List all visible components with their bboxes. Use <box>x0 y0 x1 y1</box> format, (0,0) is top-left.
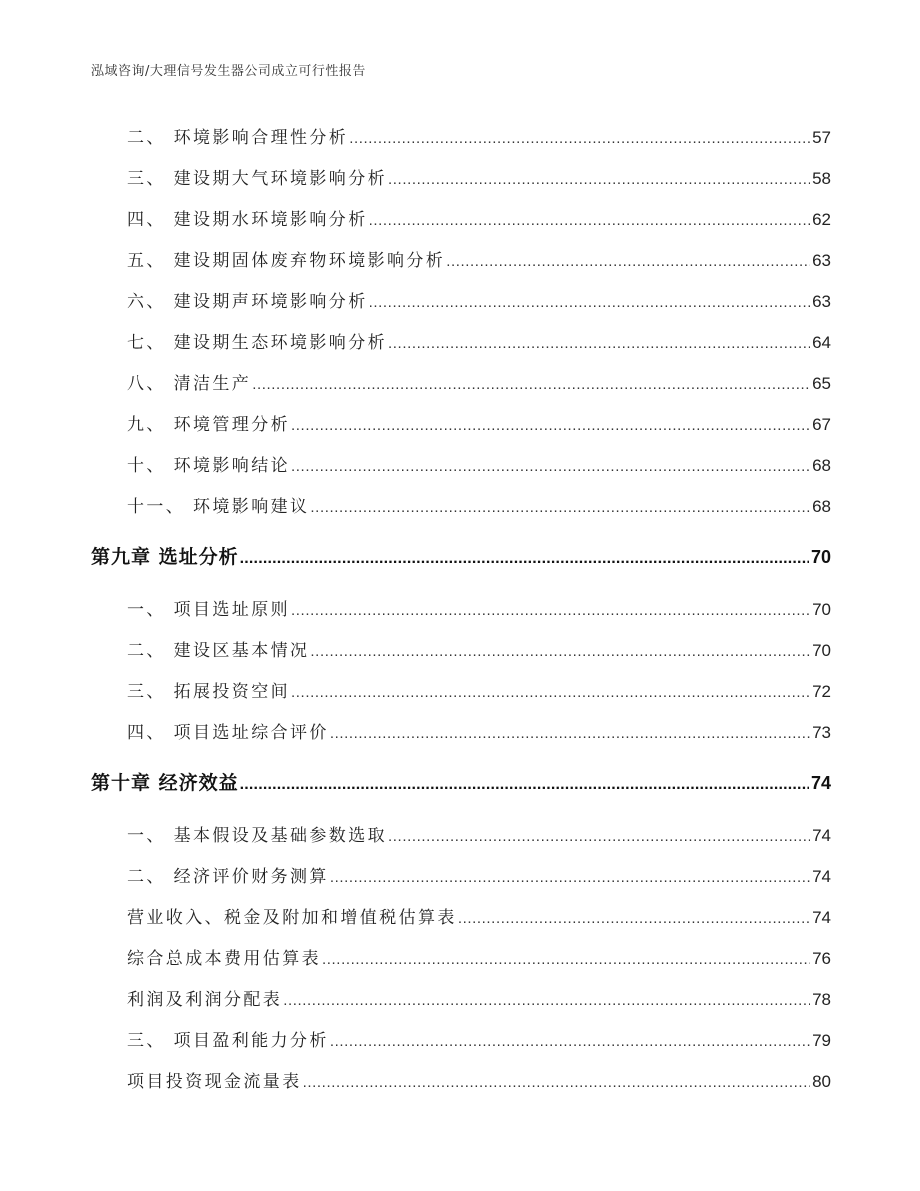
toc-entry-label: 利润及利润分配表 <box>127 990 283 1010</box>
toc-leader-dots <box>291 602 810 619</box>
toc-entry-page: 74 <box>812 867 831 886</box>
toc-chapter-entry[interactable] <box>91 542 831 568</box>
toc-entry-label: 六、 建设期声环境影响分析 <box>127 292 368 312</box>
toc-leader-dots <box>310 643 810 660</box>
toc-chapter-label: 第十章 经济效益 <box>91 772 239 794</box>
toc-entry-label: 项目投资现金流量表 <box>127 1072 302 1092</box>
toc-entry-page: 73 <box>812 723 831 742</box>
toc-entry-label: 四、 建设期水环境影响分析 <box>127 210 368 230</box>
toc-leader-dots <box>369 212 810 229</box>
toc-entry[interactable] <box>127 164 831 190</box>
toc-entry[interactable] <box>127 492 831 518</box>
toc-leader-dots <box>240 776 809 794</box>
toc-entry-page: 65 <box>812 374 831 393</box>
toc-leader-dots <box>291 417 810 434</box>
toc-entry[interactable] <box>127 1067 831 1093</box>
toc-entry-label: 七、 建设期生态环境影响分析 <box>127 333 388 353</box>
toc-entry[interactable] <box>127 123 831 149</box>
toc-entry[interactable] <box>127 595 831 621</box>
toc-leader-dots <box>291 458 810 475</box>
toc-entry-page: 80 <box>812 1072 831 1091</box>
toc-entry-label: 营业收入、税金及附加和增值税估算表 <box>127 908 457 928</box>
toc-entry-label: 三、 项目盈利能力分析 <box>127 1031 329 1051</box>
toc-entry[interactable] <box>127 718 831 744</box>
toc-leader-dots <box>252 376 810 393</box>
toc-chapter-page: 70 <box>810 547 831 567</box>
toc-leader-dots <box>330 869 810 886</box>
toc-entry[interactable] <box>127 246 831 272</box>
toc-entry-label: 综合总成本费用估算表 <box>127 949 321 969</box>
toc-entry[interactable] <box>127 636 831 662</box>
toc-chapter-label: 第九章 选址分析 <box>91 546 239 568</box>
toc-entry-page: 64 <box>812 333 831 352</box>
toc-entry-page: 57 <box>812 128 831 147</box>
toc-entry-label: 三、 拓展投资空间 <box>127 682 291 702</box>
toc-entry[interactable] <box>127 985 831 1011</box>
toc-leader-dots <box>349 130 810 147</box>
toc-entry[interactable] <box>127 821 831 847</box>
toc-entry[interactable] <box>127 328 831 354</box>
toc-leader-dots <box>283 992 810 1009</box>
toc-entry[interactable] <box>127 410 831 436</box>
toc-leader-dots <box>291 684 810 701</box>
toc-entry-label: 八、 清洁生产 <box>127 374 252 394</box>
toc-chapter-entry[interactable] <box>91 768 831 794</box>
toc-chapter-page: 74 <box>810 773 831 793</box>
toc-leader-dots <box>310 499 810 516</box>
toc-leader-dots <box>330 725 810 742</box>
toc-entry[interactable] <box>127 451 831 477</box>
toc-entry[interactable] <box>127 862 831 888</box>
toc-leader-dots <box>303 1074 810 1091</box>
toc-entry-page: 63 <box>812 251 831 270</box>
toc-entry-page: 70 <box>812 600 831 619</box>
toc-entry-label: 二、 建设区基本情况 <box>127 641 310 661</box>
toc-entry[interactable] <box>127 677 831 703</box>
toc-entry-label: 一、 基本假设及基础参数选取 <box>127 826 388 846</box>
toc-leader-dots <box>458 910 810 927</box>
toc-entry[interactable] <box>127 944 831 970</box>
toc-entry[interactable] <box>127 287 831 313</box>
toc-entry-label: 九、 环境管理分析 <box>127 415 291 435</box>
toc-entry-label: 四、 项目选址综合评价 <box>127 723 329 743</box>
toc-entry-label: 二、 经济评价财务测算 <box>127 867 329 887</box>
toc-entry-page: 67 <box>812 415 831 434</box>
toc-leader-dots <box>446 253 810 270</box>
toc-leader-dots <box>330 1033 810 1050</box>
toc-entry-label: 一、 项目选址原则 <box>127 600 291 620</box>
toc-entry-page: 79 <box>812 1031 831 1050</box>
toc-entry-page: 63 <box>812 292 831 311</box>
toc-entry-page: 72 <box>812 682 831 701</box>
toc-entry-page: 70 <box>812 641 831 660</box>
toc-leader-dots <box>322 951 810 968</box>
running-header: 泓域咨询/大理信号发生器公司成立可行性报告 <box>91 64 366 79</box>
toc-entry-page: 68 <box>812 456 831 475</box>
toc-entry-label: 二、 环境影响合理性分析 <box>127 128 349 148</box>
toc-entry-label: 三、 建设期大气环境影响分析 <box>127 169 388 189</box>
toc-entry-page: 74 <box>812 826 831 845</box>
toc-leader-dots <box>388 335 810 352</box>
toc-leader-dots <box>369 294 810 311</box>
toc-entry-page: 76 <box>812 949 831 968</box>
toc-entry-page: 58 <box>812 169 831 188</box>
toc-entry-page: 62 <box>812 210 831 229</box>
toc-entry[interactable] <box>127 1026 831 1052</box>
toc-entry[interactable] <box>127 903 831 929</box>
toc-entry-page: 78 <box>812 990 831 1009</box>
toc-leader-dots <box>388 828 810 845</box>
toc-entry-label: 五、 建设期固体废弃物环境影响分析 <box>127 251 446 271</box>
toc-entry[interactable] <box>127 205 831 231</box>
toc-entry-label: 十、 环境影响结论 <box>127 456 291 476</box>
toc-entry-label: 十一、 环境影响建议 <box>127 497 310 517</box>
toc-entry-page: 74 <box>812 908 831 927</box>
toc-leader-dots <box>240 550 809 568</box>
toc-leader-dots <box>388 171 810 188</box>
toc-entry-page: 68 <box>812 497 831 516</box>
toc-entry[interactable] <box>127 369 831 395</box>
